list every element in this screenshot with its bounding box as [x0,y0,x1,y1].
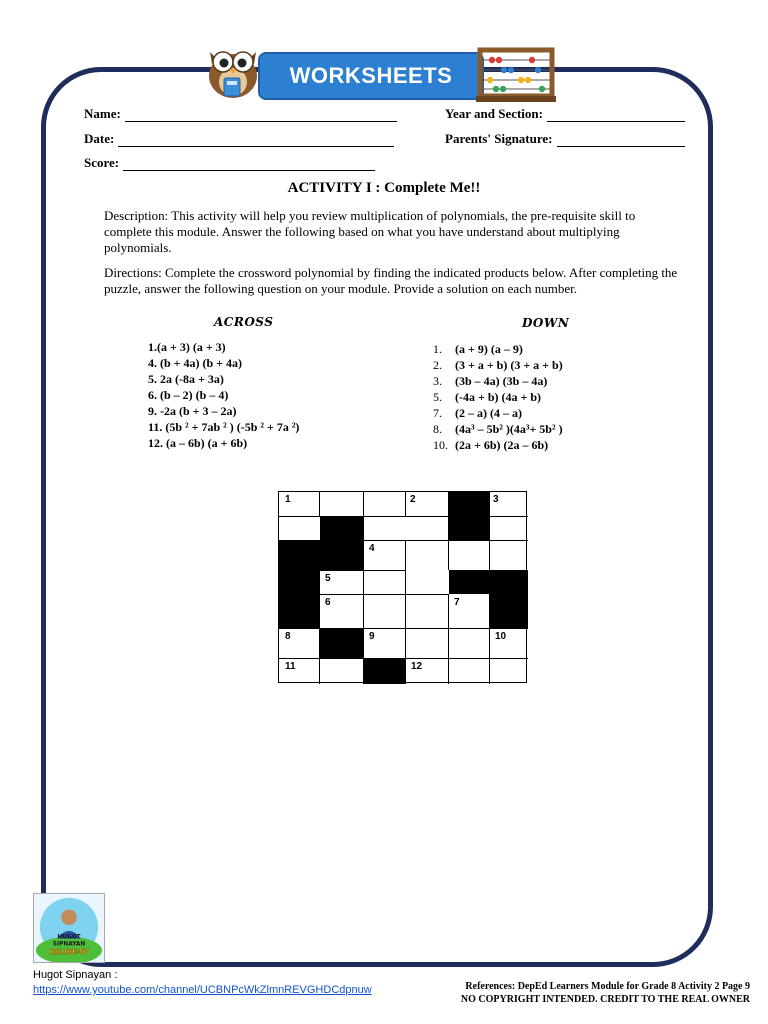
activity-directions: Directions: Complete the crossword polynomial by finding the indicated products below. After completing the puzzle, answer the following question on your module. Provide a solution on each number. [104,265,678,296]
down-clue: 10. (2a + 6b) (2a – 6b) [433,438,549,452]
clue-number: 12 [411,661,423,672]
across-clue: 11. (5b ² + 7ab ² ) (-5b ² + 7a ²) [148,420,300,434]
abacus-icon [474,46,558,104]
year-section-field[interactable]: Year and Section: [445,106,685,122]
down-heading: DOWN [522,316,570,330]
down-clue: 7. (2 – a) (4 – a) [433,406,522,420]
logo-text: KALIBE-TV [49,948,89,957]
down-clue: 2. (3 + a + b) (3 + a + b) [433,358,563,372]
parents-signature-field[interactable]: Parents' Signature: [445,131,685,147]
clue-number: 11 [285,661,296,672]
clue-number: 5 [325,573,331,584]
across-clue: 4. (b + 4a) (b + 4a) [148,356,243,370]
black-block [279,570,320,628]
across-clue: 9. -2a (b + 3 – 2a) [148,404,237,418]
channel-link[interactable]: https://www.youtube.com/channel/UCBNPcWkZlmnREVGHDCdpnuw [33,984,372,996]
activity-title: ACTIVITY I : Complete Me!! [287,180,481,196]
clue-number: 1 [285,494,291,505]
down-clue: 3. (3b – 4a) (3b – 4a) [433,374,548,388]
worksheets-banner: WORKSHEETS [258,52,484,100]
across-clue: 1.(a + 3) (a + 3) [148,340,226,354]
black-block [279,540,364,570]
black-block [320,628,364,658]
clue-number: 7 [454,597,460,608]
clue-number: 10 [495,631,507,642]
down-clue: 5. (-4a + b) (4a + b) [433,390,542,404]
date-field[interactable]: Date: [84,131,394,147]
down-clue: 1. (a + 9) (a – 9) [433,342,523,356]
across-clue: 5. 2a (-8a + 3a) [148,372,224,386]
down-clues [433,341,563,453]
footer-channel [33,968,372,998]
black-block [490,594,528,628]
black-block [449,492,490,540]
clue-number: 8 [285,631,291,642]
clue-number: 9 [369,631,375,642]
logo-text: SIPNAYAN [52,941,86,948]
black-block [320,516,364,540]
activity-description: Description: This activity will help you review multiplication of polynomials, the pre-requisite skill to complete this module. Answer the following based on what you have understand about multiplying polynomials. [104,208,636,255]
across-clue: 6. (b – 2) (b – 4) [148,388,229,402]
across-clue: 12. (a – 6b) (a + 6b) [148,436,248,450]
across-clues [148,339,299,451]
black-block [449,570,528,594]
clue-number: 6 [325,597,331,608]
name-field[interactable]: Name: [84,106,397,122]
clue-number: 4 [369,543,375,554]
logo-text: HUGOT [57,934,81,941]
hugot-sipnayan-logo [33,893,105,963]
crossword-grid [278,491,527,683]
footer-references [461,980,750,1006]
black-block [364,658,406,684]
clue-number: 3 [493,494,499,505]
across-heading: ACROSS [214,315,274,329]
score-field[interactable]: Score: [84,155,375,171]
channel-label: Hugot Sipnayan : [33,969,118,981]
references-text: References: DepEd Learners Module for Grade 8 Activity 2 Page 9 [465,981,750,992]
down-clue: 8. (4a³ – 5b² )(4a³+ 5b² ) [433,422,563,436]
copyright-text: NO COPYRIGHT INTENDED. CREDIT TO THE REAL OWNER [460,994,750,1005]
clue-number: 2 [410,494,416,505]
